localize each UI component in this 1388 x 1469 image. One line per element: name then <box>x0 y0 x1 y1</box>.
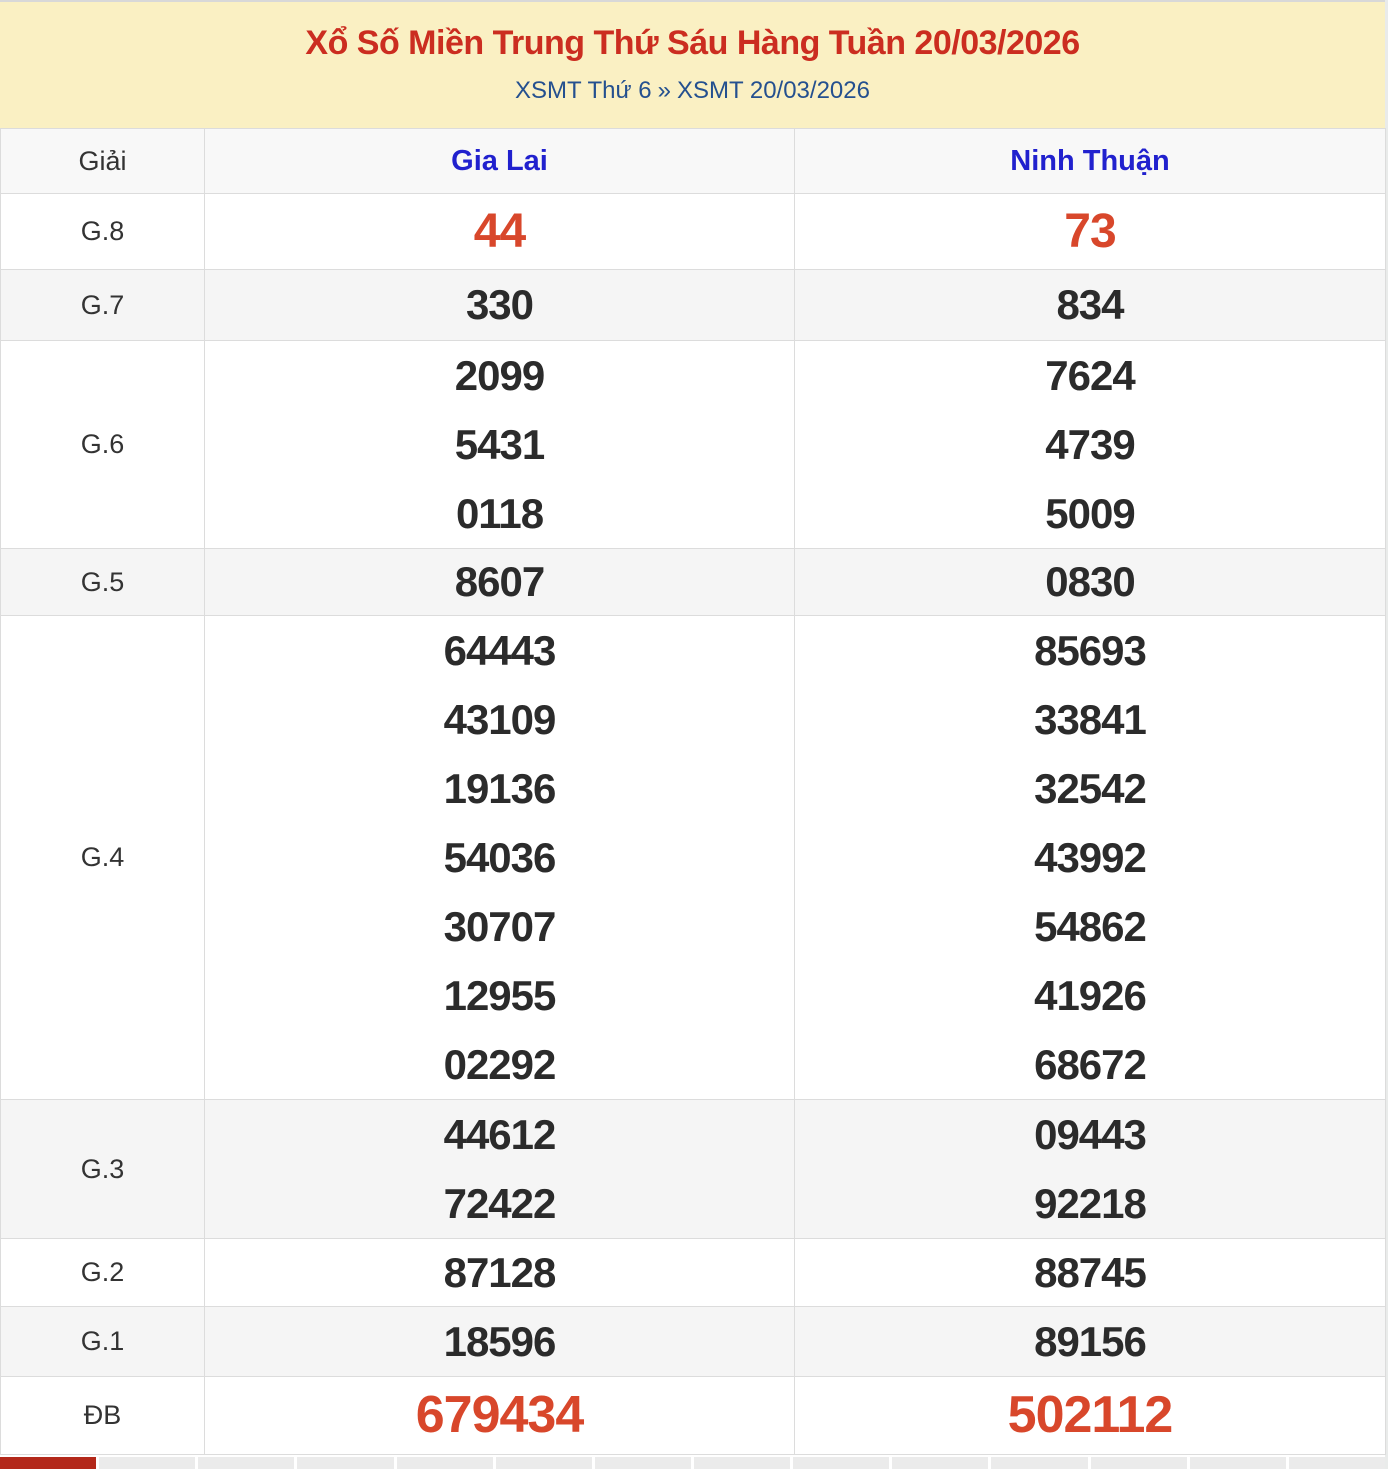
breadcrumb <box>0 77 1385 105</box>
result-number: 5009 <box>1045 490 1135 537</box>
page-header-banner <box>0 0 1385 128</box>
footer-tab[interactable] <box>991 1457 1087 1469</box>
result-number: 33841 <box>1034 696 1146 743</box>
prize-row-g4 <box>1 616 1386 1100</box>
prize-row-g7 <box>1 270 1386 341</box>
result-number: 502112 <box>1007 1386 1173 1444</box>
province-header-gia-lai[interactable]: Gia Lai <box>205 129 795 194</box>
result-number: 30707 <box>443 903 556 950</box>
result-number: 18596 <box>443 1318 556 1365</box>
result-cell-g5-ninh-thuan <box>795 549 1386 616</box>
prize-row-g8 <box>1 194 1386 270</box>
result-cell-db-gia-lai <box>205 1377 795 1455</box>
footer-tab[interactable] <box>595 1457 691 1469</box>
result-number: 32542 <box>1034 765 1146 812</box>
result-number: 43109 <box>443 696 556 743</box>
result-number: 92218 <box>1034 1180 1146 1227</box>
prize-label-g1: G.1 <box>1 1307 205 1377</box>
result-number: 2099 <box>454 352 545 399</box>
prize-column-header: Giải <box>1 129 205 194</box>
result-number: 09443 <box>1034 1111 1146 1158</box>
result-number: 12955 <box>443 972 556 1019</box>
footer-tab[interactable] <box>1289 1457 1385 1469</box>
result-number: 72422 <box>443 1180 556 1227</box>
result-number: 85693 <box>1034 627 1146 674</box>
result-cell-g4-ninh-thuan <box>795 616 1386 1100</box>
prize-row-g3 <box>1 1100 1386 1239</box>
result-number: 54862 <box>1034 903 1146 950</box>
result-number: 87128 <box>443 1249 556 1296</box>
province-header-ninh-thuan[interactable]: Ninh Thuận <box>795 129 1386 194</box>
footer-tab[interactable] <box>496 1457 592 1469</box>
result-cell-g8-ninh-thuan <box>795 194 1386 270</box>
breadcrumb-separator: » <box>657 77 671 104</box>
result-number: 8607 <box>454 558 545 605</box>
prize-row-db <box>1 1377 1386 1455</box>
footer-tab[interactable] <box>1190 1457 1286 1469</box>
result-cell-g2-gia-lai <box>205 1239 795 1307</box>
table-header-row <box>1 129 1386 194</box>
footer-tab[interactable] <box>99 1457 195 1469</box>
prize-label-g2: G.2 <box>1 1239 205 1307</box>
result-cell-g6-ninh-thuan <box>795 341 1386 549</box>
result-number: 44612 <box>443 1111 556 1158</box>
prize-label-g8: G.8 <box>1 194 205 270</box>
result-number: 68672 <box>1034 1041 1146 1088</box>
footer-tab[interactable] <box>297 1457 393 1469</box>
result-cell-g3-ninh-thuan <box>795 1100 1386 1239</box>
result-cell-g3-gia-lai <box>205 1100 795 1239</box>
result-number: 41926 <box>1034 972 1146 1019</box>
result-cell-g8-gia-lai <box>205 194 795 270</box>
result-number: 7624 <box>1045 352 1135 399</box>
result-number: 5431 <box>454 421 545 468</box>
result-cell-g4-gia-lai <box>205 616 795 1100</box>
lottery-results-table <box>0 128 1386 1455</box>
prize-row-g1 <box>1 1307 1386 1377</box>
footer-tab-strip <box>0 1457 1385 1469</box>
result-number: 54036 <box>443 834 556 881</box>
result-cell-g7-gia-lai <box>205 270 795 341</box>
result-cell-g5-gia-lai <box>205 549 795 616</box>
result-number: 679434 <box>415 1386 584 1444</box>
footer-tab[interactable] <box>1091 1457 1187 1469</box>
result-cell-db-ninh-thuan <box>795 1377 1386 1455</box>
breadcrumb-link-xsmt-day[interactable]: XSMT Thứ 6 <box>515 77 652 104</box>
page-title: Xổ Số Miền Trung Thứ Sáu Hàng Tuần 20/03/2026 <box>305 24 1080 62</box>
result-cell-g2-ninh-thuan <box>795 1239 1386 1307</box>
footer-tab[interactable] <box>397 1457 493 1469</box>
prize-label-g5: G.5 <box>1 549 205 616</box>
result-number: 834 <box>1056 281 1124 328</box>
result-cell-g1-ninh-thuan <box>795 1307 1386 1377</box>
prize-label-g4: G.4 <box>1 616 205 1100</box>
footer-tab[interactable] <box>198 1457 294 1469</box>
result-number: 02292 <box>443 1041 556 1088</box>
result-number: 64443 <box>443 627 556 674</box>
prize-label-g3: G.3 <box>1 1100 205 1239</box>
result-number: 0830 <box>1045 558 1135 605</box>
result-number: 88745 <box>1034 1249 1146 1296</box>
result-number: 44 <box>473 205 526 258</box>
breadcrumb-link-xsmt-date[interactable]: XSMT 20/03/2026 <box>676 77 870 104</box>
footer-tab[interactable] <box>694 1457 790 1469</box>
footer-tab[interactable] <box>892 1457 988 1469</box>
result-cell-g1-gia-lai <box>205 1307 795 1377</box>
result-cell-g7-ninh-thuan <box>795 270 1386 341</box>
prize-row-g2 <box>1 1239 1386 1307</box>
result-number: 89156 <box>1034 1318 1146 1365</box>
result-number: 4739 <box>1045 421 1135 468</box>
prize-label-db: ĐB <box>1 1377 205 1455</box>
result-cell-g6-gia-lai <box>205 341 795 549</box>
footer-tab[interactable] <box>793 1457 889 1469</box>
result-number: 43992 <box>1034 834 1146 881</box>
result-number: 0118 <box>455 490 544 537</box>
prize-row-g6 <box>1 341 1386 549</box>
result-number: 19136 <box>443 765 556 812</box>
prize-label-g6: G.6 <box>1 341 205 549</box>
result-number: 330 <box>465 281 534 328</box>
prize-row-g5 <box>1 549 1386 616</box>
footer-tab-active[interactable] <box>0 1457 96 1469</box>
result-number: 73 <box>1064 205 1116 258</box>
prize-label-g7: G.7 <box>1 270 205 341</box>
